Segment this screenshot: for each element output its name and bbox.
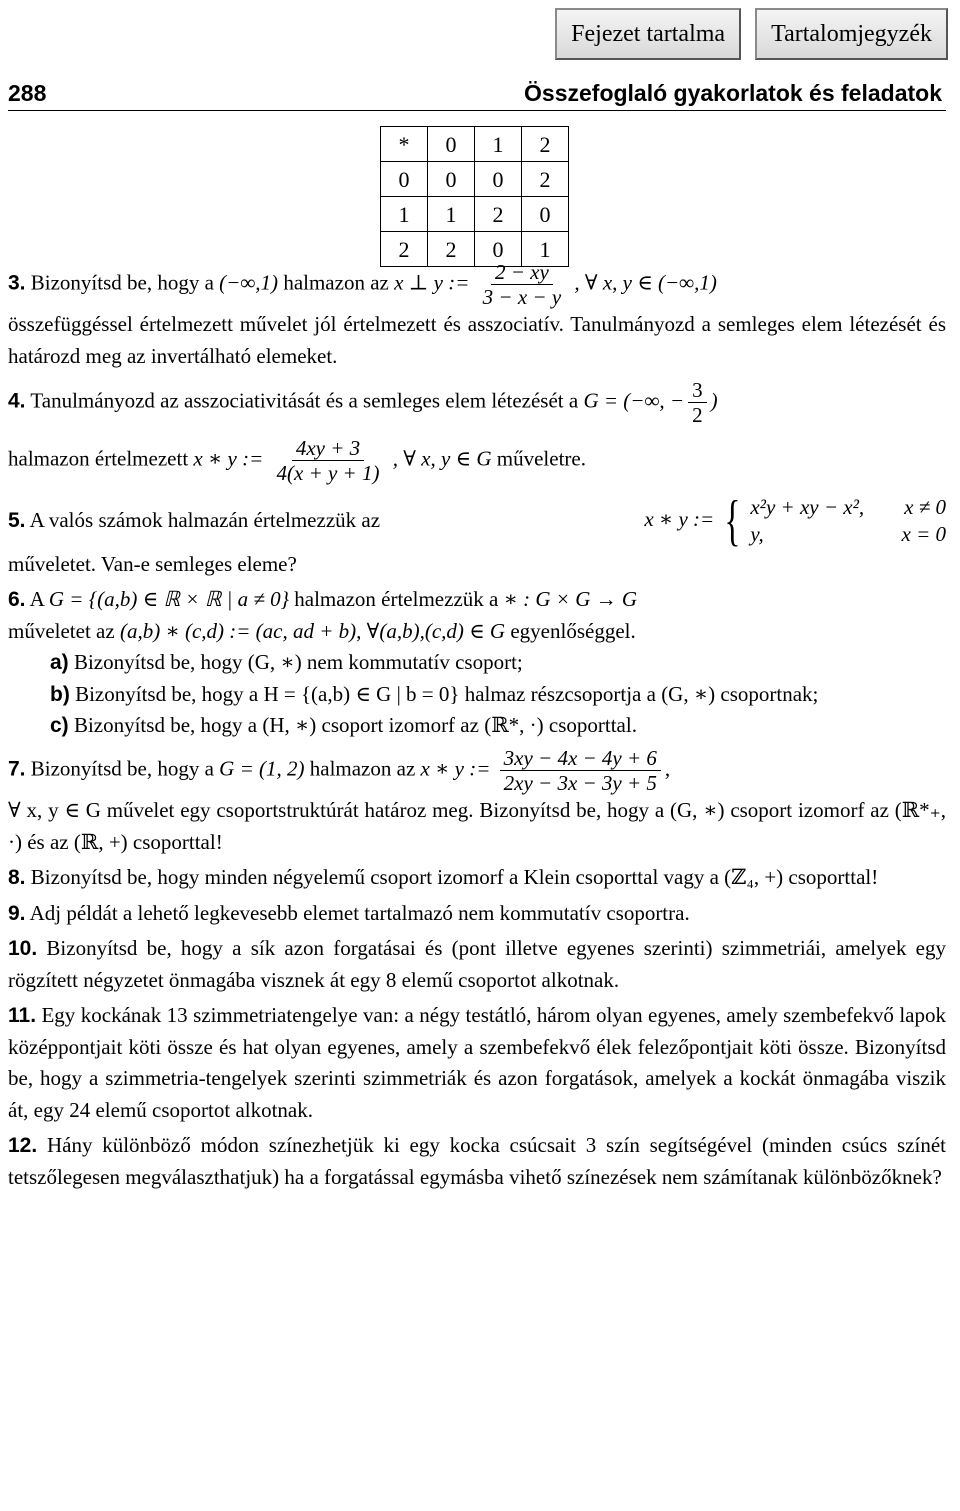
fraction-denominator: 3 − x − y [482, 285, 562, 310]
table-cell: * [381, 127, 428, 162]
math-operator: x ∗ y := [193, 446, 264, 471]
math-set: G = (−∞, − [583, 388, 685, 413]
table-cell: 2 [522, 162, 569, 197]
exercise-text: Tanulmányozd az asszociativitását és a semleges elem létezését a [30, 388, 579, 413]
exercise-number: 11. [8, 1004, 37, 1028]
fraction-numerator: 3xy − 4x − 4y + 6 [500, 746, 661, 771]
exercise-5 [8, 489, 946, 581]
table-cell: 0 [475, 232, 522, 267]
exercise-text: Adj példát a lehető legkevesebb elemet tartalmazó nem kommutatív csoportra. [29, 900, 690, 925]
math-operator: ∗ : G × G → G [503, 587, 638, 612]
exercise-number: 4. [8, 389, 26, 413]
table-of-contents-button[interactable]: Tartalomjegyzék [755, 8, 948, 60]
exercise-text: Bizonyítsd be, hogy a [30, 270, 214, 295]
punctuation: , [664, 756, 671, 781]
math-set-close: ) [710, 388, 718, 413]
math-quantifier: , ∀ x, y ∈ G [392, 446, 492, 471]
table-cell: 2 [522, 127, 569, 162]
exercise-number: 6. [8, 588, 26, 612]
exercise-number: 10. [8, 937, 38, 961]
case-condition: x ≠ 0 [904, 494, 946, 519]
piecewise-definition [719, 489, 946, 552]
exercise-text: halmazon értelmezzük a [294, 587, 499, 612]
table-cell: 1 [428, 197, 475, 232]
exercise-text: A valós számok halmazán értelmezzük az [29, 508, 381, 533]
exercise-text: Bizonyítsd be, hogy a sík azon forgatásai és (pont illetve egyenes szerinti) szimmetriái, amelyek egy rögzített négyzetet önmagába visznek át egy 8 elemű csoportot alkotnak. [8, 936, 946, 992]
chapter-contents-button[interactable]: Fejezet tartalma [555, 8, 741, 60]
exercise-text: halmazon az [309, 756, 416, 781]
exercise-number: 8. [8, 866, 26, 890]
nav-buttons [555, 8, 948, 60]
exercise-text: összefüggéssel értelmezett művelet jól értelmezett és asszociatív. Tanulmányozd a semleges elem létezését és határozd meg az invertálható elemeket. [8, 312, 946, 368]
exercise-number: 5. [8, 509, 26, 533]
exercise-11 [8, 1000, 946, 1126]
fraction-denominator: 4(x + y + 1) [276, 460, 380, 485]
sub-label: b) [50, 682, 70, 706]
exercise-4 [8, 378, 946, 485]
exercise-3 [8, 260, 946, 372]
exercise-9 [8, 898, 946, 930]
math-operator: x ⊥ y := [394, 270, 470, 295]
header-rule [8, 110, 946, 111]
fraction-denominator: 2 [692, 403, 703, 428]
exercise-number: 12. [8, 1134, 38, 1158]
exercise-text: műveletet az [8, 618, 115, 643]
table-cell: 2 [428, 232, 475, 267]
math-operator: x ∗ y := [420, 756, 491, 781]
exercise-text: egyenlőséggel. [510, 618, 636, 643]
table-cell: 1 [475, 127, 522, 162]
subexercise-c [8, 710, 946, 742]
table-row [381, 162, 569, 197]
fraction-denominator: 2xy − 3x − 3y + 5 [503, 770, 657, 795]
table-cell: 2 [381, 232, 428, 267]
fraction [688, 378, 707, 427]
sub-label: a) [50, 651, 69, 675]
math-operator: x ∗ y := [644, 506, 715, 531]
sub-text: Bizonyítsd be, hogy a H = {(a,b) ∈ G | b = 0} halmaz részcsoportja a (G, ∗) csoportnak; [75, 681, 819, 706]
table-cell: 0 [381, 162, 428, 197]
brace-icon: { [724, 489, 741, 552]
section-title: Összefoglaló gyakorlatok és feladatok [524, 80, 942, 106]
exercise-text: műveletre. [496, 446, 586, 471]
exercise-text: halmazon értelmezett [8, 446, 189, 471]
math-set: G = (1, 2) [219, 756, 305, 781]
exercise-text: Egy kockának 13 szimmetriatengelye van: a négy testátló, három olyan egyenes, amely szembefekvő lapok középpontjait köti össze és hat olyan egyenes, amely a szembefekvő élek felezőpontjait köti össze. Bizonyítsd be, hogy a szimmetria-tengelyek szerinti szimmetriák és azon forgatások, amelyek a kockát önmagába viszik át, egy 24 elemű csoportot alkotnak. [8, 1003, 947, 1122]
exercise-text: Bizonyítsd be, hogy a [30, 756, 214, 781]
fraction [500, 746, 661, 795]
table-cell: 2 [475, 197, 522, 232]
table-cell: 0 [475, 162, 522, 197]
exercise-text: halmazon az [283, 270, 389, 295]
page-header [8, 76, 942, 111]
exercise-10 [8, 933, 946, 996]
exercise-text: Hány különböző módon színezhetjük ki egy kocka csúcsait 3 szín segítségével (minden csúcs színét tetszőlegesen megválaszthatjuk) ha a forgatással egymásba vihető színezések nem számítanak különbözőknek? [8, 1133, 946, 1189]
exercise-text: Bizonyítsd be, hogy minden négyelemű csoport izomorf a Klein csoporttal vagy a (ℤ₄, +) csoporttal! [30, 865, 879, 890]
table-row [381, 127, 569, 162]
table-cell: 0 [522, 197, 569, 232]
page-number: 288 [8, 80, 47, 106]
exercise-text: műveletet. Van-e semleges eleme? [8, 551, 297, 576]
fraction [479, 260, 565, 309]
case-condition: x = 0 [901, 521, 946, 546]
table-cell: 1 [381, 197, 428, 232]
sub-label: c) [50, 714, 69, 738]
table-cell: 0 [428, 162, 475, 197]
exercise-8 [8, 862, 946, 894]
operation-table [380, 126, 569, 267]
table-row [381, 197, 569, 232]
fraction-numerator: 2 − xy [491, 260, 553, 285]
exercise-number: 3. [8, 271, 26, 295]
math-set: (−∞,1) [219, 270, 279, 295]
sub-text: Bizonyítsd be, hogy a (H, ∗) csoport izomorf az (ℝ*, ·) csoporttal. [73, 713, 637, 738]
table-cell: 0 [428, 127, 475, 162]
math-set: G = {(a,b) ∈ ℝ × ℝ | a ≠ 0} [48, 587, 290, 612]
fraction-numerator: 4xy + 3 [292, 436, 364, 461]
exercise-number: 9. [8, 901, 26, 925]
exercise-text: A [29, 587, 44, 612]
exercise-12 [8, 1130, 946, 1193]
exercise-list [8, 260, 946, 1197]
exercise-6 [8, 584, 946, 742]
sub-text: Bizonyítsd be, hogy (G, ∗) nem kommutatív csoport; [73, 650, 523, 675]
subexercise-a [8, 647, 946, 679]
fraction [273, 436, 384, 485]
fraction-numerator: 3 [688, 378, 707, 403]
case-expression: x²y + xy − x², [750, 494, 865, 519]
table-cell: 1 [522, 232, 569, 267]
exercise-text: ∀ x, y ∈ G művelet egy csoportstruktúrát határoz meg. Bizonyítsd be, hogy a (G, ∗) csoport izomorf az (ℝ*₊, ·) és az (ℝ, +) csoporttal! [8, 798, 946, 854]
math-definition: (a,b) ∗ (c,d) := (ac, ad + b), ∀(a,b),(c,d) ∈ G [119, 618, 506, 643]
case-expression: y, [750, 521, 764, 546]
subexercise-b [8, 679, 946, 711]
exercise-number: 7. [8, 757, 26, 781]
math-quantifier: , ∀ x, y ∈ (−∞,1) [574, 270, 717, 295]
exercise-7 [8, 746, 946, 858]
